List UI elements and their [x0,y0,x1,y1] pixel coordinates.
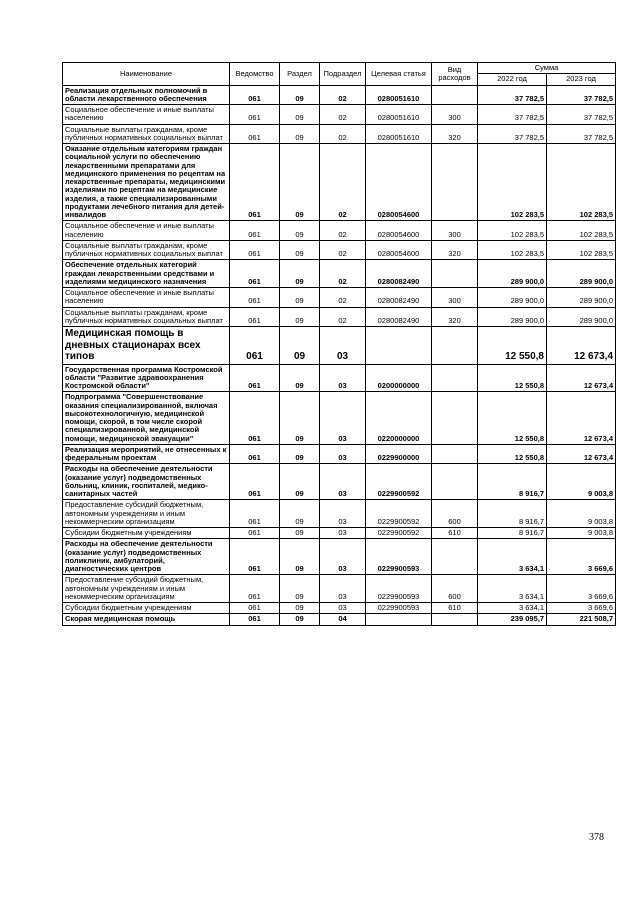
row-podrazdel-cell: 03 [320,327,366,365]
col-target-header: Целевая статья [366,63,432,86]
row-name-cell: Социальные выплаты гражданам, кроме публичных нормативных социальных выплат [63,124,230,144]
row-sum-2022-cell: 12 550,8 [478,327,547,365]
row-razdel-cell: 09 [280,288,320,308]
row-podrazdel-cell: 02 [320,260,366,288]
col-name-header: Наименование [63,63,230,86]
row-podrazdel-cell: 02 [320,307,366,327]
row-target-cell: 0280054600 [366,240,432,260]
table-row [63,105,616,125]
row-sum-2022-cell: 102 283,5 [478,144,547,221]
row-podrazdel-cell: 03 [320,539,366,575]
row-sum-2023-cell: 9 003,8 [547,464,616,500]
row-vedomstvo-cell: 061 [230,144,280,221]
row-sum-2023-cell: 37 782,5 [547,124,616,144]
row-sum-2022-cell: 102 283,5 [478,221,547,241]
row-vid-cell [432,392,478,445]
row-sum-2022-cell: 37 782,5 [478,105,547,125]
row-sum-2022-cell: 3 634,1 [478,603,547,614]
row-vedomstvo-cell: 061 [230,500,280,528]
row-razdel-cell: 09 [280,221,320,241]
page-number: 378 [589,832,604,843]
row-podrazdel-cell: 03 [320,500,366,528]
row-vedomstvo-cell: 061 [230,364,280,392]
table-row [63,528,616,539]
row-razdel-cell: 09 [280,575,320,603]
table-row [63,85,616,105]
row-vid-cell [432,539,478,575]
col-2022-header: 2022 год [478,74,547,85]
row-vedomstvo-cell: 061 [230,539,280,575]
row-name-cell: Реализация отдельных полномочий в области лекарственного обеспечения [63,85,230,105]
row-target-cell: 0229900000 [366,444,432,464]
row-podrazdel-cell: 03 [320,464,366,500]
row-sum-2023-cell: 12 673,4 [547,444,616,464]
table-row [63,464,616,500]
row-vid-cell: 600 [432,575,478,603]
row-sum-2023-cell: 3 669,6 [547,575,616,603]
row-sum-2023-cell: 102 283,5 [547,144,616,221]
header-row [63,63,616,74]
row-vid-cell [432,85,478,105]
col-razdel-header: Раздел [280,63,320,86]
table-row [63,392,616,445]
row-sum-2023-cell: 37 782,5 [547,85,616,105]
row-podrazdel-cell: 03 [320,575,366,603]
row-vedomstvo-cell: 061 [230,528,280,539]
row-razdel-cell: 09 [280,528,320,539]
row-podrazdel-cell: 02 [320,85,366,105]
row-vedomstvo-cell: 061 [230,124,280,144]
row-name-cell: Расходы на обеспечение деятельности (оказание услуг) подведомственных больниц, клиник, госпиталей, медико-санитарных частей [63,464,230,500]
table-row [63,240,616,260]
row-podrazdel-cell: 02 [320,240,366,260]
row-podrazdel-cell: 02 [320,288,366,308]
row-sum-2022-cell: 12 550,8 [478,364,547,392]
row-vid-cell: 300 [432,105,478,125]
row-vid-cell: 300 [432,221,478,241]
row-razdel-cell: 09 [280,392,320,445]
col-podrazdel-header: Подраздел [320,63,366,86]
row-vedomstvo-cell: 061 [230,288,280,308]
row-target-cell: 0280051610 [366,105,432,125]
row-sum-2022-cell: 37 782,5 [478,85,547,105]
row-target-cell: 0280051610 [366,124,432,144]
row-vid-cell: 320 [432,307,478,327]
row-vedomstvo-cell: 061 [230,603,280,614]
row-podrazdel-cell: 04 [320,614,366,625]
row-razdel-cell: 09 [280,240,320,260]
row-razdel-cell: 09 [280,124,320,144]
row-sum-2023-cell: 12 673,4 [547,392,616,445]
row-sum-2023-cell: 12 673,4 [547,327,616,365]
row-vedomstvo-cell: 061 [230,85,280,105]
col-vid-header: Вид расходов [432,63,478,86]
row-name-cell: Расходы на обеспечение деятельности (оказание услуг) подведомственных поликлиник, амбулаторий, диагностических центров [63,539,230,575]
row-name-cell: Социальные выплаты гражданам, кроме публичных нормативных социальных выплат [63,307,230,327]
row-target-cell: 0229900593 [366,575,432,603]
row-name-cell: Социальное обеспечение и иные выплаты населению [63,288,230,308]
row-target-cell: 0280082490 [366,307,432,327]
row-podrazdel-cell: 03 [320,392,366,445]
table-row [63,364,616,392]
row-razdel-cell: 09 [280,144,320,221]
row-sum-2023-cell: 9 003,8 [547,500,616,528]
table-row [63,327,616,365]
row-vedomstvo-cell: 061 [230,240,280,260]
row-sum-2023-cell: 289 900,0 [547,307,616,327]
row-sum-2023-cell: 12 673,4 [547,364,616,392]
row-razdel-cell: 09 [280,105,320,125]
table-body [63,85,616,625]
table-row [63,288,616,308]
row-name-cell: Медицинская помощь в дневных стационарах всех типов [63,327,230,365]
row-vid-cell: 600 [432,500,478,528]
row-name-cell: Предоставление субсидий бюджетным, автономным учреждениям и иным некоммерческим организациям [63,500,230,528]
row-vid-cell [432,260,478,288]
row-target-cell: 0220000000 [366,392,432,445]
row-target-cell: 0229900592 [366,464,432,500]
row-sum-2022-cell: 37 782,5 [478,124,547,144]
col-2023-header: 2023 год [547,74,616,85]
row-sum-2022-cell: 3 634,1 [478,575,547,603]
col-vedomstvo-header: Ведомство [230,63,280,86]
row-sum-2022-cell: 289 900,0 [478,260,547,288]
row-razdel-cell: 09 [280,364,320,392]
row-vid-cell: 320 [432,124,478,144]
row-podrazdel-cell: 02 [320,221,366,241]
row-razdel-cell: 09 [280,614,320,625]
row-razdel-cell: 09 [280,444,320,464]
row-sum-2022-cell: 289 900,0 [478,307,547,327]
row-vedomstvo-cell: 061 [230,327,280,365]
row-target-cell [366,327,432,365]
row-sum-2023-cell: 3 669,6 [547,603,616,614]
row-vedomstvo-cell: 061 [230,105,280,125]
row-name-cell: Реализация мероприятий, не отнесенных к федеральным проектам [63,444,230,464]
row-target-cell: 0229900592 [366,528,432,539]
row-podrazdel-cell: 03 [320,603,366,614]
row-vid-cell [432,464,478,500]
row-vid-cell: 300 [432,288,478,308]
row-name-cell: Социальное обеспечение и иные выплаты населению [63,221,230,241]
row-vid-cell: 320 [432,240,478,260]
row-razdel-cell: 09 [280,603,320,614]
row-target-cell: 0229900593 [366,603,432,614]
table-row [63,221,616,241]
row-sum-2022-cell: 289 900,0 [478,288,547,308]
budget-table [62,62,616,626]
row-name-cell: Социальные выплаты гражданам, кроме публичных нормативных социальных выплат [63,240,230,260]
row-vedomstvo-cell: 061 [230,464,280,500]
row-sum-2023-cell: 289 900,0 [547,288,616,308]
row-vedomstvo-cell: 061 [230,575,280,603]
row-name-cell: Обеспечение отдельных категорий граждан лекарственными средствами и изделиями медицинского назначения [63,260,230,288]
table-row [63,124,616,144]
row-razdel-cell: 09 [280,260,320,288]
table-row [63,539,616,575]
row-podrazdel-cell: 03 [320,444,366,464]
row-name-cell: Социальное обеспечение и иные выплаты населению [63,105,230,125]
row-podrazdel-cell: 02 [320,144,366,221]
row-target-cell: 0280082490 [366,260,432,288]
table-row [63,603,616,614]
table-row [63,614,616,625]
row-name-cell: Субсидии бюджетным учреждениям [63,528,230,539]
row-podrazdel-cell: 02 [320,105,366,125]
row-sum-2023-cell: 102 283,5 [547,221,616,241]
row-razdel-cell: 09 [280,500,320,528]
row-vid-cell [432,614,478,625]
row-podrazdel-cell: 03 [320,364,366,392]
row-target-cell: 0229900592 [366,500,432,528]
col-sum-header: Сумма [478,63,616,74]
row-vid-cell: 610 [432,528,478,539]
row-name-cell: Подпрограмма "Совершенствование оказания специализированной, включая высокотехнологичную, медицинской помощи, скорой, в том числе скорой специализированной, медицинской помощи, медицинской эвакуации" [63,392,230,445]
row-vid-cell [432,327,478,365]
row-target-cell: 0280051610 [366,85,432,105]
row-target-cell [366,614,432,625]
row-sum-2022-cell: 12 550,8 [478,392,547,445]
row-target-cell: 0229900593 [366,539,432,575]
row-razdel-cell: 09 [280,85,320,105]
row-name-cell: Субсидии бюджетным учреждениям [63,603,230,614]
table-row [63,307,616,327]
row-sum-2023-cell: 3 669,6 [547,539,616,575]
row-razdel-cell: 09 [280,307,320,327]
row-sum-2022-cell: 102 283,5 [478,240,547,260]
row-vedomstvo-cell: 061 [230,307,280,327]
row-target-cell: 0280082490 [366,288,432,308]
table-row [63,444,616,464]
row-razdel-cell: 09 [280,539,320,575]
row-name-cell: Скорая медицинская помощь [63,614,230,625]
table-row [63,500,616,528]
row-target-cell: 0200000000 [366,364,432,392]
row-target-cell: 0280054600 [366,144,432,221]
row-name-cell: Оказание отдельным категориям граждан социальной услуги по обеспечению лекарственными препаратами для медицинского применения по рецептам на лекарственные препараты, медицинскими изделиями по рецептам на медицинские изделия, а также специализированными продуктами лечебного питания для детей-инвалидов [63,144,230,221]
row-sum-2023-cell: 37 782,5 [547,105,616,125]
table-row [63,260,616,288]
row-sum-2022-cell: 8 916,7 [478,500,547,528]
row-vedomstvo-cell: 061 [230,392,280,445]
row-razdel-cell: 09 [280,327,320,365]
row-sum-2022-cell: 8 916,7 [478,528,547,539]
row-sum-2023-cell: 102 283,5 [547,240,616,260]
row-vid-cell [432,144,478,221]
row-podrazdel-cell: 03 [320,528,366,539]
row-sum-2022-cell: 239 095,7 [478,614,547,625]
row-sum-2022-cell: 3 634,1 [478,539,547,575]
row-vedomstvo-cell: 061 [230,221,280,241]
row-sum-2023-cell: 9 003,8 [547,528,616,539]
table-row [63,144,616,221]
row-vid-cell: 610 [432,603,478,614]
row-name-cell: Государственная программа Костромской области "Развитие здравоохранения Костромской области" [63,364,230,392]
row-target-cell: 0280054600 [366,221,432,241]
row-razdel-cell: 09 [280,464,320,500]
row-sum-2022-cell: 8 916,7 [478,464,547,500]
row-sum-2023-cell: 289 900,0 [547,260,616,288]
table-row [63,575,616,603]
row-name-cell: Предоставление субсидий бюджетным, автономным учреждениям и иным некоммерческим организациям [63,575,230,603]
row-vedomstvo-cell: 061 [230,260,280,288]
row-vid-cell [432,364,478,392]
row-podrazdel-cell: 02 [320,124,366,144]
row-vid-cell [432,444,478,464]
row-vedomstvo-cell: 061 [230,614,280,625]
row-sum-2022-cell: 12 550,8 [478,444,547,464]
row-vedomstvo-cell: 061 [230,444,280,464]
row-sum-2023-cell: 221 508,7 [547,614,616,625]
